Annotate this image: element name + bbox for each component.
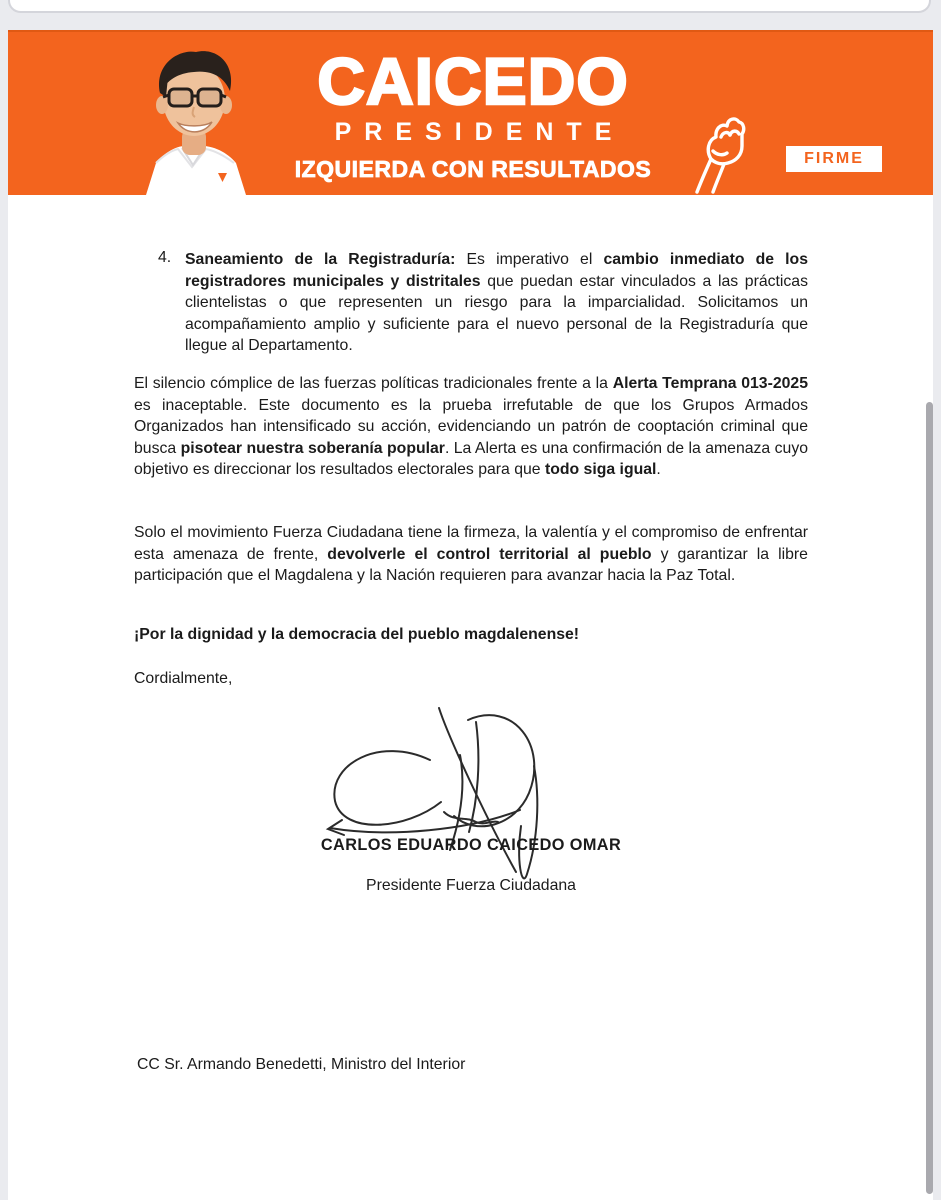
list-item-4: Saneamiento de la Registraduría: Es imperativo el cambio inmediato de los registradores municipales y distritales que puedan estar vinculados a las prácticas clientelistas o que representen un riesgo para la imparcialidad. Solicitamos un acompañamiento amplio y suficiente para el nuevo personal de la Registraduría que llegue al Departamento. bbox=[185, 251, 808, 355]
candidate-photo bbox=[142, 45, 290, 195]
campaign-banner bbox=[8, 30, 933, 195]
letter-page bbox=[8, 30, 933, 1200]
paragraph-alerta: El silencio cómplice de las fuerzas políticas tradicionales frente a la Alerta Temprana 013-2025 es inaceptable. Este documento es la prueba irrefutable de que los Grupos Armados Organizados han intensificado su acción, evidenciando un patrón de cooptación criminal que busca pisotear nuestra soberanía popular. La Alerta es una confirmación de la amenaza cuyo objetivo es direccionar los resultados electorales para que todo siga igual. bbox=[134, 375, 808, 479]
paragraph-fuerza-ciudadana: Solo el movimiento Fuerza Ciudadana tiene la firmeza, la valentía y el compromiso de enfrentar esta amenaza de frente, devolverle el control territorial al pueblo y garantizar la libre participación que el Magdalena y la Nación requieren para avanzar hacia la Paz Total. bbox=[134, 524, 808, 585]
dignity-slogan-line: ¡Por la dignidad y la democracia del pueblo magdalenense! bbox=[134, 626, 580, 643]
campaign-slogan: IZQUIERDA CON RESULTADOS bbox=[294, 156, 652, 183]
closing-salutation: Cordialmente, bbox=[134, 670, 233, 687]
scrollbar-thumb[interactable] bbox=[926, 402, 933, 1194]
firme-badge bbox=[786, 146, 882, 172]
banner-title-block bbox=[280, 44, 666, 183]
firme-badge-label: FIRME bbox=[804, 150, 864, 167]
raised-fist-icon bbox=[688, 106, 746, 194]
signatory-role: Presidente Fuerza Ciudadana bbox=[366, 877, 576, 894]
candidate-name: CAICEDO bbox=[317, 44, 629, 118]
list-item-marker: 4. bbox=[158, 249, 172, 266]
cc-line: CC Sr. Armando Benedetti, Ministro del Interior bbox=[137, 1056, 466, 1073]
candidate-title: PRESIDENTE bbox=[334, 118, 625, 147]
signatory-name: CARLOS EDUARDO CAICEDO OMAR bbox=[320, 836, 622, 854]
previous-card-edge bbox=[8, 0, 931, 13]
